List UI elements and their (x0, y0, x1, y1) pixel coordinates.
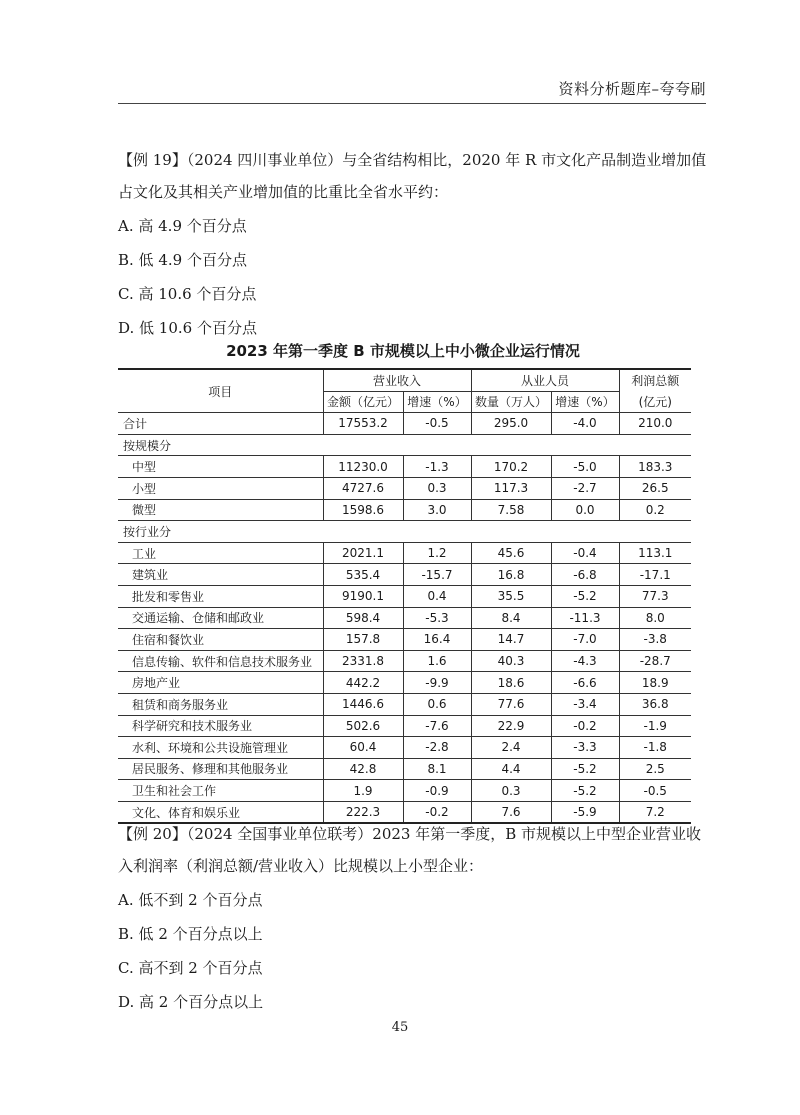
table-row (118, 758, 691, 780)
example-20-stem: 【例 20】（2024 全国事业单位联考）2023 年第一季度，B 市规模以上中型企业营业收入利润率（利润总额/营业收入）比规模以上小型企业： (118, 825, 702, 875)
cell: -3.8 (619, 629, 691, 651)
cell: -1.9 (619, 715, 691, 737)
header-revenue: 营业收入 (323, 369, 471, 391)
cell: -5.2 (551, 585, 619, 607)
row-label: 文化、体育和娱乐业 (118, 801, 323, 823)
cell: 4.4 (471, 758, 551, 780)
row-label: 房地产业 (118, 672, 323, 694)
cell: 157.8 (323, 629, 403, 651)
cell: 1598.6 (323, 499, 403, 521)
table-row (118, 780, 691, 802)
cell: 2.5 (619, 758, 691, 780)
cell: -4.3 (551, 650, 619, 672)
cell: -11.3 (551, 607, 619, 629)
cell: 40.3 (471, 650, 551, 672)
table-row (118, 693, 691, 715)
cell: 0.3 (403, 477, 471, 499)
header-emp-growth: 增速（%） (551, 391, 619, 413)
cell: 210.0 (619, 413, 691, 435)
cell: 502.6 (323, 715, 403, 737)
cell: 7.6 (471, 801, 551, 823)
cell: 183.3 (619, 456, 691, 478)
cell: 0.6 (403, 693, 471, 715)
cell: -0.9 (403, 780, 471, 802)
row-label: 卫生和社会工作 (118, 780, 323, 802)
cell: -7.0 (551, 629, 619, 651)
cell: -0.5 (619, 780, 691, 802)
example-20-option-a: A. 低不到 2 个百分点 (118, 891, 263, 909)
cell: 60.4 (323, 737, 403, 759)
example-19-option-a: A. 高 4.9 个百分点 (118, 217, 247, 235)
cell: 42.8 (323, 758, 403, 780)
cell: -5.2 (551, 780, 619, 802)
cell: -5.2 (551, 758, 619, 780)
row-label: 信息传输、软件和信息技术服务业 (118, 650, 323, 672)
cell: -0.5 (403, 413, 471, 435)
page-header: 资料分析题库–夸夸刷 (558, 80, 706, 98)
cell: 170.2 (471, 456, 551, 478)
header-item: 项目 (118, 369, 323, 413)
example-20-option-d: D. 高 2 个百分点以上 (118, 993, 264, 1011)
enterprise-table (118, 368, 691, 824)
row-label: 住宿和餐饮业 (118, 629, 323, 651)
row-label: 科学研究和技术服务业 (118, 715, 323, 737)
cell: 8.0 (619, 607, 691, 629)
table-row (118, 477, 691, 499)
cell: 1.6 (403, 650, 471, 672)
cell: -28.7 (619, 650, 691, 672)
section-row-scale (118, 434, 691, 456)
cell: 8.1 (403, 758, 471, 780)
cell: 0.0 (551, 499, 619, 521)
row-label: 建筑业 (118, 564, 323, 586)
cell: 4727.6 (323, 477, 403, 499)
table-row (118, 672, 691, 694)
example-20-option-c: C. 高不到 2 个百分点 (118, 959, 263, 977)
cell: 598.4 (323, 607, 403, 629)
cell: 16.8 (471, 564, 551, 586)
header-rule (118, 103, 706, 104)
cell: 0.3 (471, 780, 551, 802)
table-title: 2023 年第一季度 B 市规模以上中小微企业运行情况 (226, 342, 580, 360)
row-label: 交通运输、仓储和邮政业 (118, 607, 323, 629)
cell: -2.7 (551, 477, 619, 499)
cell: 1.9 (323, 780, 403, 802)
cell: 22.9 (471, 715, 551, 737)
row-label: 工业 (118, 542, 323, 564)
cell: 2021.1 (323, 542, 403, 564)
example-19-stem: 【例 19】（2024 四川事业单位）与全省结构相比，2020 年 R 市文化产品制造业增加值占文化及其相关产业增加值的比重比全省水平约： (118, 151, 707, 201)
cell: 0.4 (403, 585, 471, 607)
table-row (118, 607, 691, 629)
cell: -4.0 (551, 413, 619, 435)
cell: 442.2 (323, 672, 403, 694)
header-rev-amount: 金额（亿元） (323, 391, 403, 413)
cell: 2331.8 (323, 650, 403, 672)
cell: 7.58 (471, 499, 551, 521)
example-19-option-b: B. 低 4.9 个百分点 (118, 251, 247, 269)
cell: -5.3 (403, 607, 471, 629)
row-label: 租赁和商务服务业 (118, 693, 323, 715)
row-label: 微型 (118, 499, 323, 521)
cell: 9190.1 (323, 585, 403, 607)
example-20-option-b: B. 低 2 个百分点以上 (118, 925, 263, 943)
example-19-option-c: C. 高 10.6 个百分点 (118, 285, 257, 303)
cell: 295.0 (471, 413, 551, 435)
cell: 17553.2 (323, 413, 403, 435)
header-profit: 利润总额 (619, 369, 691, 391)
page-number: 45 (391, 1020, 409, 1035)
example-19 (118, 144, 708, 344)
cell: 535.4 (323, 564, 403, 586)
cell: 16.4 (403, 629, 471, 651)
cell: -7.6 (403, 715, 471, 737)
cell: 1.2 (403, 542, 471, 564)
row-label: 水利、环境和公共设施管理业 (118, 737, 323, 759)
row-label: 居民服务、修理和其他服务业 (118, 758, 323, 780)
table-row (118, 715, 691, 737)
table-row-total (118, 413, 691, 435)
table-row (118, 737, 691, 759)
cell: -0.4 (551, 542, 619, 564)
cell: -17.1 (619, 564, 691, 586)
cell: -3.4 (551, 693, 619, 715)
cell: 18.6 (471, 672, 551, 694)
header-employees: 从业人员 (471, 369, 619, 391)
cell: -6.6 (551, 672, 619, 694)
cell: 1446.6 (323, 693, 403, 715)
cell: 35.5 (471, 585, 551, 607)
cell: -1.3 (403, 456, 471, 478)
cell: 117.3 (471, 477, 551, 499)
cell: 36.8 (619, 693, 691, 715)
cell: -0.2 (551, 715, 619, 737)
cell: -5.0 (551, 456, 619, 478)
table-row (118, 499, 691, 521)
cell: -1.8 (619, 737, 691, 759)
table-row (118, 456, 691, 478)
table-row (118, 542, 691, 564)
cell: -6.8 (551, 564, 619, 586)
table-row (118, 585, 691, 607)
cell: -2.8 (403, 737, 471, 759)
cell: 26.5 (619, 477, 691, 499)
cell: 7.2 (619, 801, 691, 823)
table-row (118, 564, 691, 586)
table-row (118, 629, 691, 651)
cell: 45.6 (471, 542, 551, 564)
cell: -9.9 (403, 672, 471, 694)
example-20 (118, 818, 708, 1018)
row-label: 合计 (118, 413, 323, 435)
header-emp-count: 数量（万人） (471, 391, 551, 413)
row-label: 批发和零售业 (118, 585, 323, 607)
cell: 2.4 (471, 737, 551, 759)
cell: 8.4 (471, 607, 551, 629)
section-label-industry: 按行业分 (118, 521, 691, 543)
cell: 0.2 (619, 499, 691, 521)
header-rev-growth: 增速（%） (403, 391, 471, 413)
header-profit-unit: (亿元) (619, 391, 691, 413)
cell: 222.3 (323, 801, 403, 823)
section-row-industry (118, 521, 691, 543)
cell: 3.0 (403, 499, 471, 521)
cell: -3.3 (551, 737, 619, 759)
cell: -15.7 (403, 564, 471, 586)
section-label-scale: 按规模分 (118, 434, 691, 456)
example-19-option-d: D. 低 10.6 个百分点 (118, 319, 257, 337)
row-label: 中型 (118, 456, 323, 478)
table-row (118, 650, 691, 672)
row-label: 小型 (118, 477, 323, 499)
cell: 14.7 (471, 629, 551, 651)
cell: 11230.0 (323, 456, 403, 478)
cell: -0.2 (403, 801, 471, 823)
cell: 77.3 (619, 585, 691, 607)
cell: -5.9 (551, 801, 619, 823)
cell: 113.1 (619, 542, 691, 564)
cell: 18.9 (619, 672, 691, 694)
cell: 77.6 (471, 693, 551, 715)
